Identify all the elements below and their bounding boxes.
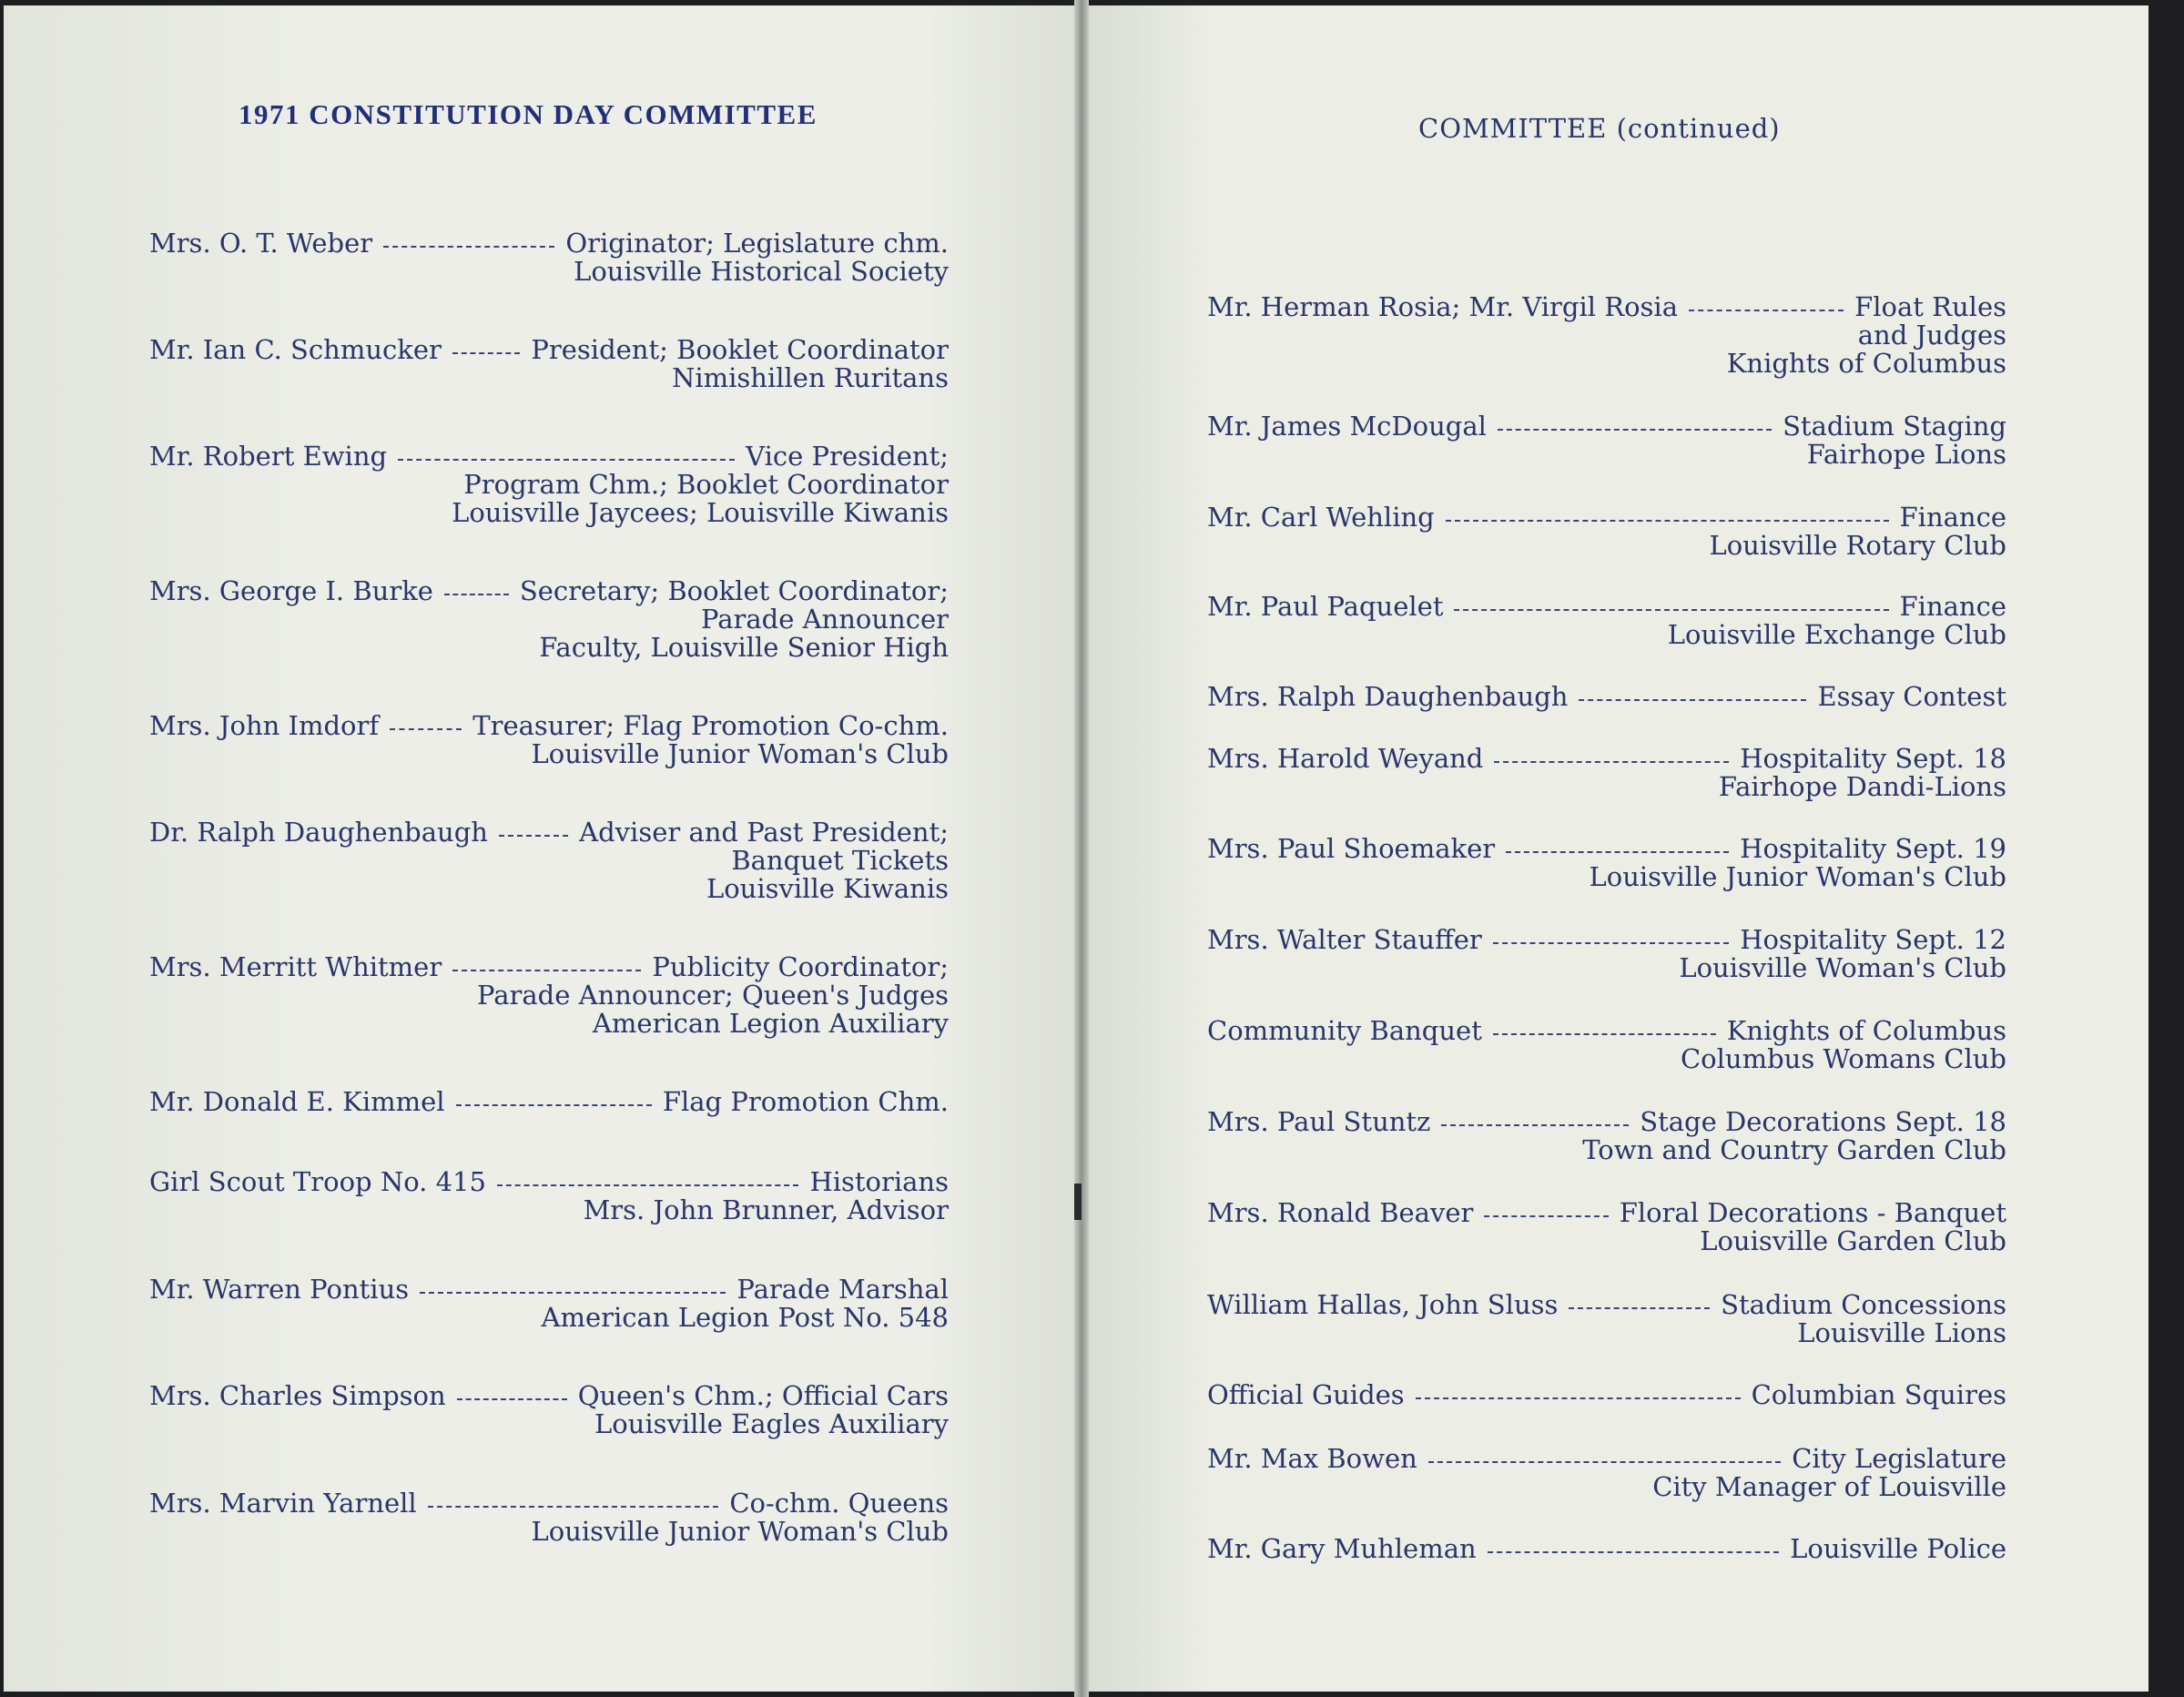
leader-dashes [1454, 609, 1888, 611]
member-name: Mrs. Ronald Beaver [1207, 1197, 1474, 1228]
committee-entry [1207, 1535, 2006, 1563]
duty-line: Stadium Concessions [1721, 1289, 2006, 1320]
duty-line: Columbian Squires [1751, 1379, 2006, 1410]
duty-line: Louisville Rotary Club [1709, 530, 2006, 561]
committee-entry [149, 229, 949, 286]
member-name: Mrs. Paul Stuntz [1207, 1106, 1431, 1137]
member-name: Mr. Donald E. Kimmel [149, 1086, 445, 1117]
duty-line: American Legion Post No. 548 [541, 1302, 949, 1333]
member-name: Mr. James McDougal [1207, 411, 1487, 442]
leader-dashes [497, 1184, 799, 1186]
leader-dashes [1579, 699, 1806, 701]
member-name: Mrs. O. T. Weber [149, 228, 373, 259]
leader-dashes [452, 970, 641, 971]
duty-line: City Manager of Louisville [1652, 1471, 2006, 1502]
duty-line: Float Rules [1854, 291, 2006, 322]
leader-dashes [1498, 429, 1772, 431]
duty-line: Parade Marshal [736, 1274, 949, 1305]
committee-entry [1207, 926, 2006, 982]
leader-dashes [390, 728, 462, 730]
duty-line: Co-chm. Queens [729, 1488, 949, 1519]
leader-dashes [1441, 1124, 1629, 1126]
committee-entry [1207, 1108, 2006, 1164]
committee-entry [1207, 745, 2006, 801]
member-name: Mrs. Charles Simpson [149, 1380, 446, 1411]
duty-line: Stadium Staging [1783, 411, 2006, 442]
committee-entry [149, 577, 949, 662]
leader-dashes [444, 594, 509, 595]
committee-entry [1207, 593, 2006, 649]
duty-line: and Judges [1857, 320, 2006, 351]
page-notch [1074, 1184, 1082, 1220]
duty-line: Louisville Lions [1797, 1317, 2006, 1348]
member-name: William Hallas, John Sluss [1207, 1289, 1559, 1320]
book-gutter [1074, 0, 1089, 1697]
committee-entry [149, 1382, 949, 1438]
duty-line: Program Chm.; Booklet Coordinator [463, 469, 949, 500]
member-name: Official Guides [1207, 1379, 1405, 1410]
duty-line: Louisville Garden Club [1700, 1225, 2006, 1256]
leader-dashes [1488, 1551, 1779, 1553]
member-name: Mrs. George I. Burke [149, 575, 433, 606]
member-name: Mr. Gary Muhleman [1207, 1533, 1477, 1564]
committee-entry [149, 1489, 949, 1546]
duty-line: Fairhope Dandi-Lions [1718, 771, 2006, 802]
duty-line: Secretary; Booklet Coordinator; [519, 575, 949, 606]
member-name: Girl Scout Troop No. 415 [149, 1166, 486, 1197]
committee-entry [1207, 1291, 2006, 1347]
leader-dashes [1689, 310, 1844, 311]
duty-line: President; Booklet Coordinator [531, 334, 949, 365]
duty-line: Queen's Chm.; Official Cars [577, 1380, 949, 1411]
member-name: Mrs. Walter Stauffer [1207, 924, 1482, 955]
member-name: Mr. Ian C. Schmucker [149, 334, 442, 365]
duty-line: Floral Decorations - Banquet [1619, 1197, 2006, 1228]
member-name: Mrs. John Imdorf [149, 710, 380, 741]
member-name: Mr. Max Bowen [1207, 1443, 1417, 1474]
committee-entry [149, 953, 949, 1038]
duty-line: Hospitality Sept. 12 [1740, 924, 2006, 955]
duty-line: Parade Announcer [701, 604, 949, 635]
member-name: Mr. Warren Pontius [149, 1274, 410, 1305]
leader-dashes [452, 352, 521, 354]
duty-line: Louisville Jaycees; Louisville Kiwanis [452, 497, 949, 528]
duty-line: Louisville Junior Woman's Club [531, 1516, 949, 1547]
committee-entry [1207, 1445, 2006, 1501]
duty-line: Adviser and Past President; [579, 817, 949, 848]
duty-line: Hospitality Sept. 19 [1740, 833, 2006, 864]
leader-dashes [1506, 851, 1729, 853]
member-name: Mrs. Paul Shoemaker [1207, 833, 1496, 864]
leader-dashes [1446, 520, 1889, 522]
leader-dashes [428, 1506, 719, 1508]
duty-line: Finance [1899, 591, 2006, 622]
duty-line: Louisville Junior Woman's Club [531, 738, 949, 769]
duty-line: Parade Announcer; Queen's Judges [477, 980, 949, 1011]
committee-entry [149, 1088, 949, 1116]
leader-dashes [420, 1292, 726, 1294]
leader-dashes [456, 1104, 652, 1106]
duty-line: Stage Decorations Sept. 18 [1640, 1106, 2006, 1137]
leader-dashes [1416, 1397, 1741, 1399]
leader-dashes [499, 835, 568, 837]
leader-dashes [1493, 942, 1729, 944]
member-name: Mrs. Ralph Daughenbaugh [1207, 681, 1569, 712]
duty-line: Louisville Eagles Auxiliary [594, 1408, 949, 1439]
leader-dashes [1484, 1215, 1608, 1217]
duty-line: Louisville Woman's Club [1679, 952, 2006, 983]
committee-entry [1207, 1199, 2006, 1255]
member-name: Mr. Carl Wehling [1207, 502, 1435, 533]
leader-dashes [1493, 1033, 1716, 1035]
duty-line: American Legion Auxiliary [592, 1008, 949, 1039]
duty-line: Historians [809, 1166, 949, 1197]
duty-line: Banquet Tickets [731, 845, 949, 876]
leader-dashes [383, 246, 554, 248]
committee-entry [149, 336, 949, 392]
leader-dashes [1494, 761, 1729, 763]
committee-entry [149, 818, 949, 903]
duty-line: Louisville Junior Woman's Club [1589, 861, 2006, 892]
duty-line: Columbus Womans Club [1680, 1043, 2006, 1074]
committee-entry [1207, 683, 2006, 711]
duty-line: Vice President; [746, 441, 949, 472]
committee-entry [1207, 412, 2006, 469]
member-name: Mr. Herman Rosia; Mr. Virgil Rosia [1207, 291, 1678, 322]
duty-line: Treasurer; Flag Promotion Co-chm. [472, 710, 949, 741]
leader-dashes [457, 1398, 567, 1400]
member-name: Community Banquet [1207, 1015, 1482, 1046]
committee-entry [1207, 1017, 2006, 1073]
duty-line: Nimishillen Ruritans [671, 362, 949, 393]
member-name: Dr. Ralph Daughenbaugh [149, 817, 488, 848]
member-name: Mrs. Harold Weyand [1207, 743, 1484, 774]
duty-line: Louisville Exchange Club [1667, 619, 2006, 650]
committee-entry [1207, 293, 2006, 378]
committee-entry [149, 712, 949, 768]
duty-line: Hospitality Sept. 18 [1740, 743, 2006, 774]
committee-entry [149, 1168, 949, 1224]
member-name: Mrs. Merritt Whitmer [149, 951, 442, 982]
right-page-title: COMMITTEE (continued) [1418, 113, 1781, 144]
leader-dashes [398, 459, 735, 461]
duty-line: Finance [1899, 502, 2006, 533]
committee-entry [1207, 503, 2006, 560]
duty-line: Louisville Kiwanis [706, 873, 949, 904]
duty-line: Louisville Police [1790, 1533, 2006, 1564]
member-name: Mrs. Marvin Yarnell [149, 1488, 417, 1519]
committee-entry [1207, 1381, 2006, 1409]
committee-entry [149, 442, 949, 527]
duty-line: Originator; Legislature chm. [565, 228, 949, 259]
duty-line: City Legislature [1792, 1443, 2006, 1474]
left-page-title: 1971 CONSTITUTION DAY COMMITTEE [239, 98, 818, 130]
duty-line: Essay Contest [1817, 681, 2006, 712]
member-name: Mr. Paul Paquelet [1207, 591, 1444, 622]
leader-dashes [1428, 1461, 1781, 1463]
duty-line: Town and Country Garden Club [1582, 1134, 2006, 1165]
duty-line: Knights of Columbus [1726, 348, 2006, 379]
duty-line: Flag Promotion Chm. [662, 1086, 949, 1117]
leader-dashes [1569, 1307, 1710, 1309]
duty-line: Mrs. John Brunner, Advisor [583, 1194, 949, 1225]
duty-line: Publicity Coordinator; [652, 951, 949, 982]
duty-line: Fairhope Lions [1806, 439, 2006, 470]
member-name: Mr. Robert Ewing [149, 441, 388, 472]
duty-line: Louisville Historical Society [574, 256, 949, 287]
duty-line: Faculty, Louisville Senior High [539, 632, 949, 663]
committee-entry [149, 1275, 949, 1332]
committee-entry [1207, 835, 2006, 891]
duty-line: Knights of Columbus [1726, 1015, 2006, 1046]
